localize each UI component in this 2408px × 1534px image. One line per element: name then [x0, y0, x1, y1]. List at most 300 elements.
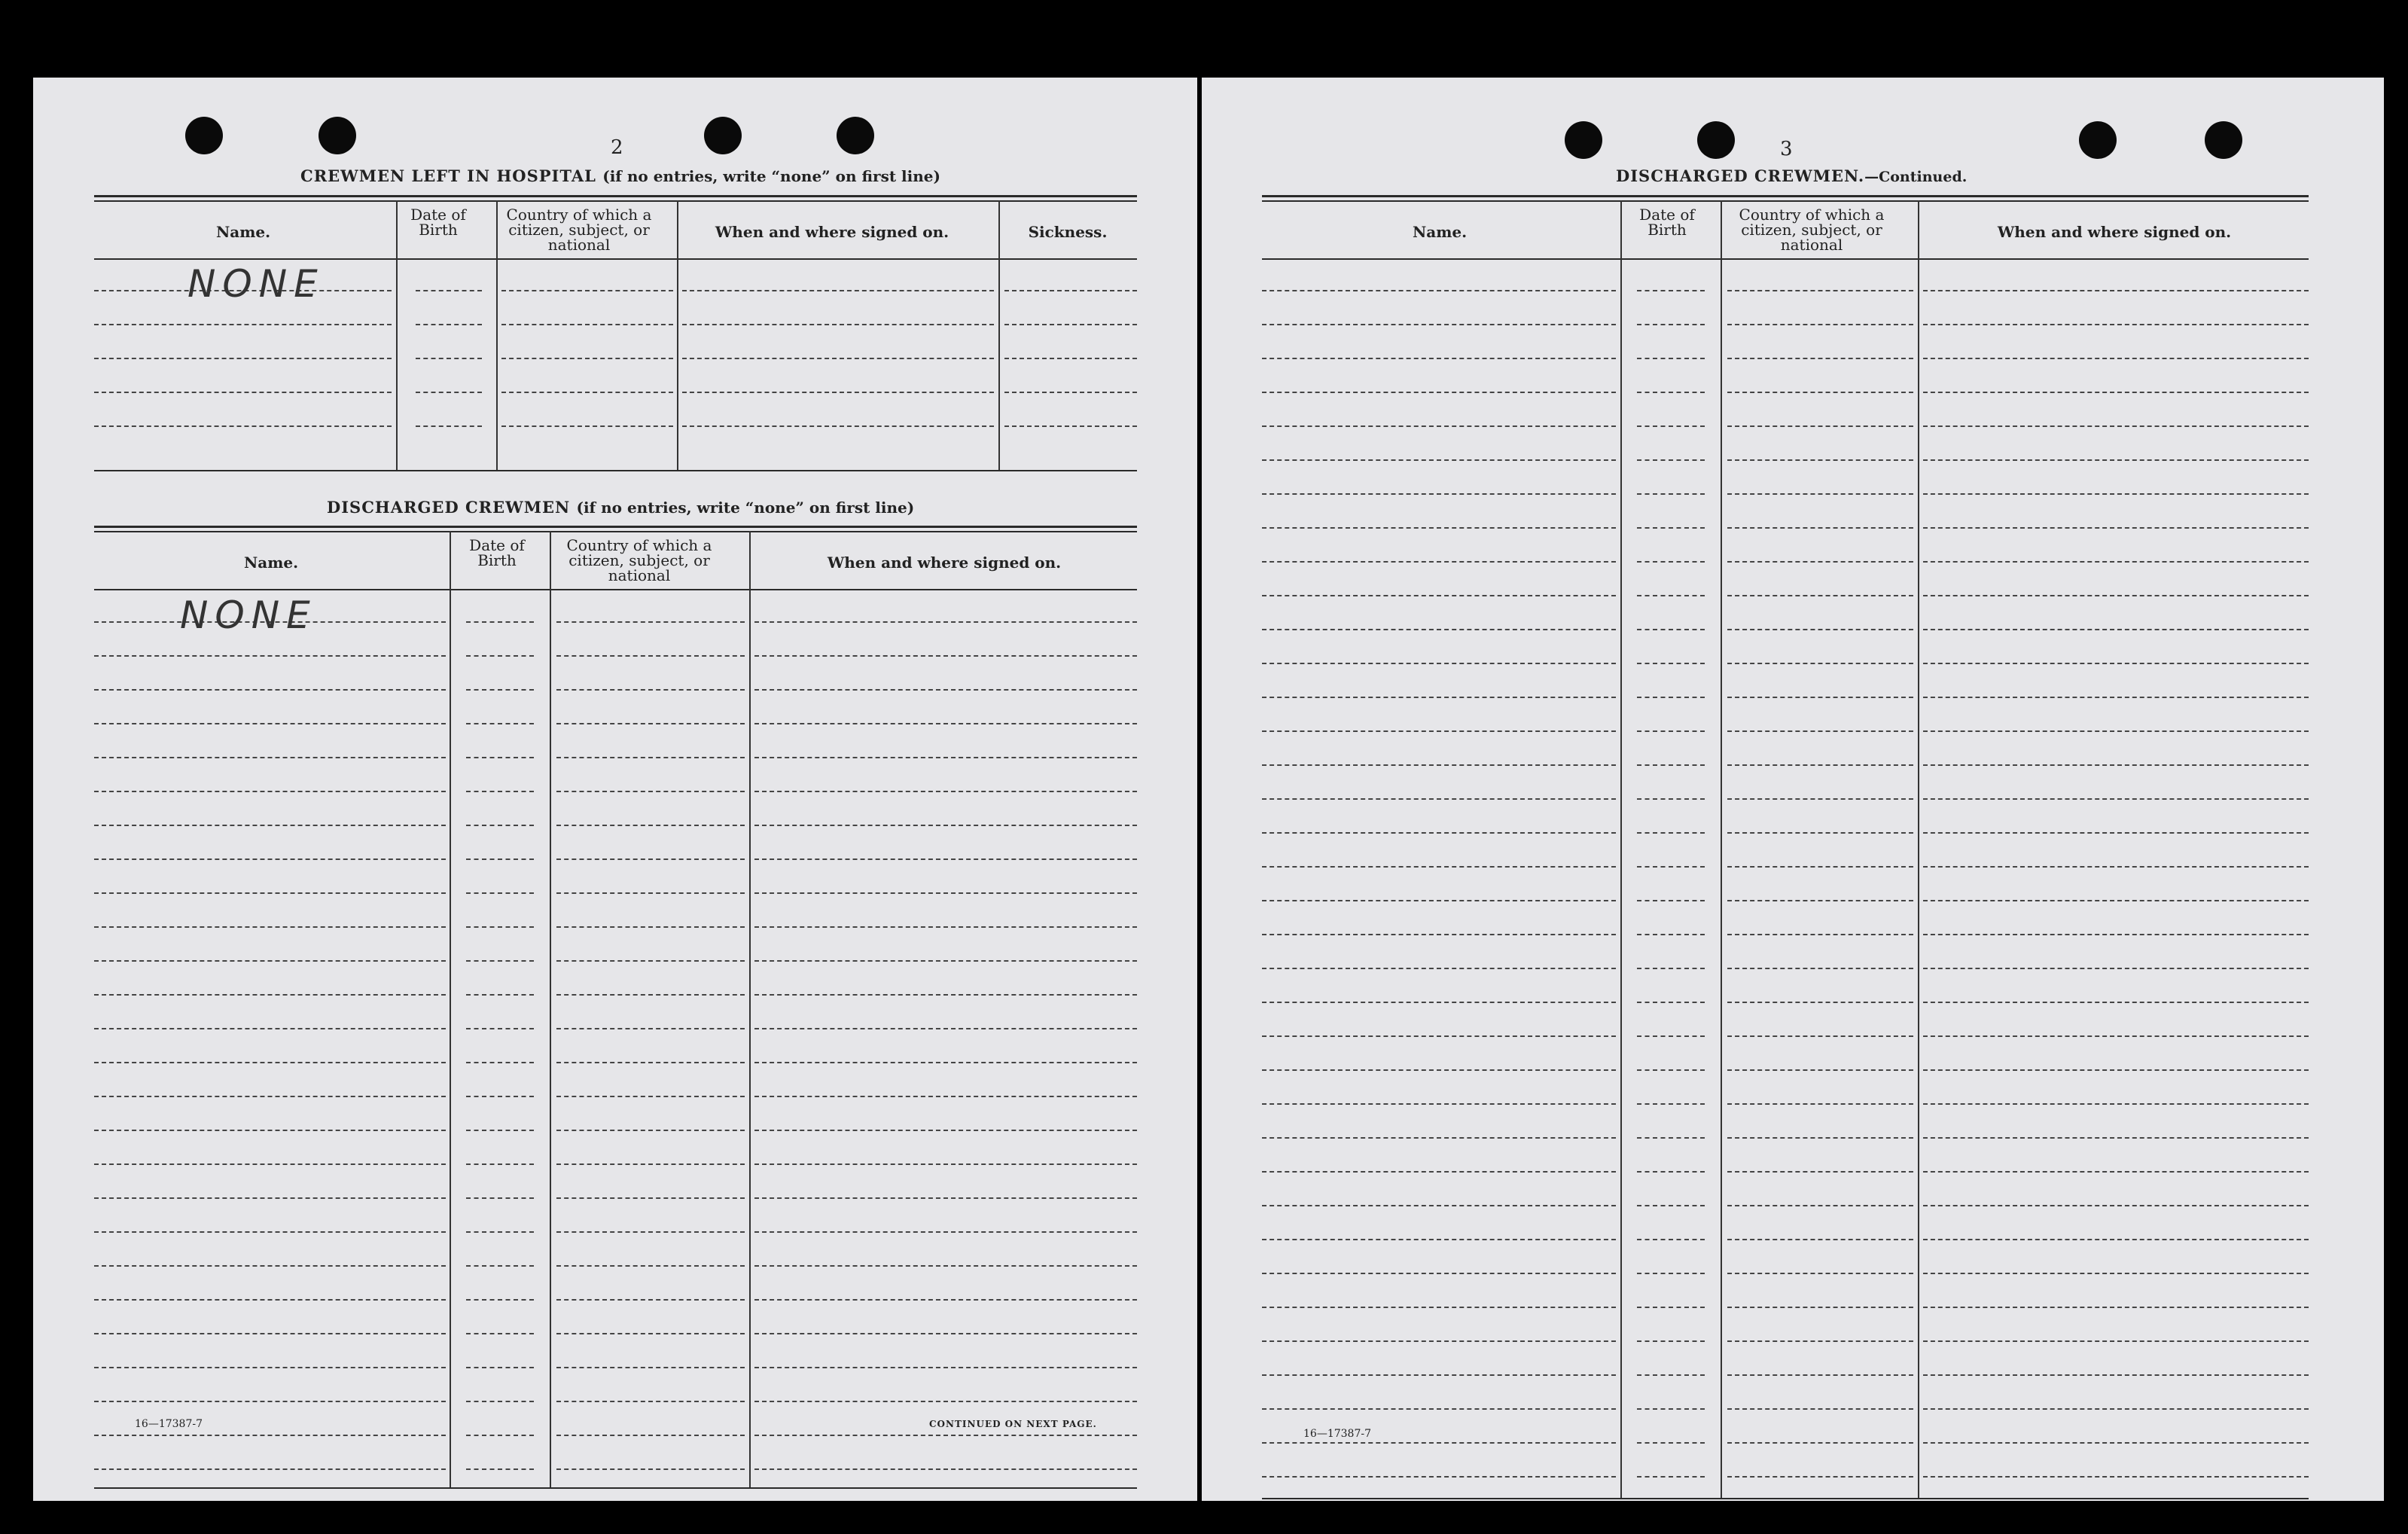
entry-line [466, 1367, 534, 1368]
entry-line [754, 723, 1137, 724]
column-divider [677, 200, 678, 471]
entry-line [1923, 1205, 2309, 1206]
entry-line [1727, 1205, 1913, 1206]
entry-line [754, 994, 1137, 996]
entry-line [1637, 425, 1705, 427]
entry-line [754, 1197, 1137, 1199]
entry-line [94, 1231, 446, 1233]
entry-line [1923, 1408, 2309, 1410]
entry-line [466, 1197, 534, 1199]
entry-line [556, 1096, 745, 1097]
entry-line [1727, 1035, 1913, 1037]
entry-line [1727, 1374, 1913, 1376]
entry-line [1262, 595, 1616, 596]
entry-line [1262, 798, 1616, 800]
entry-line [1923, 629, 2309, 630]
entry-line [682, 290, 994, 291]
entry-line [1262, 561, 1616, 563]
entry-line [1637, 1239, 1705, 1240]
entry-line [556, 791, 745, 792]
entry-line [754, 621, 1137, 623]
entry-line [1637, 663, 1705, 664]
entry-line [1727, 561, 1913, 563]
column-header-country: Country of which a citizen, subject, or national [1739, 206, 1885, 254]
entry-line [1262, 1103, 1616, 1105]
entry-line [1923, 934, 2309, 935]
entry-line [466, 892, 534, 894]
entry-line [1262, 730, 1616, 732]
entry-line [466, 1163, 534, 1165]
entry-line [1727, 290, 1913, 291]
entry-line [1262, 1442, 1616, 1444]
entry-line [1923, 798, 2309, 800]
handwritten-none-entry: NONE [187, 262, 325, 306]
entry-line [94, 425, 392, 427]
entry-line [1923, 493, 2309, 495]
entry-line [1262, 968, 1616, 969]
punch-hole [319, 117, 356, 154]
entry-line [94, 1333, 446, 1334]
entry-line [556, 621, 745, 623]
entry-line [94, 1401, 446, 1402]
entry-line [94, 791, 446, 792]
entry-line [416, 425, 482, 427]
entry-line [1262, 425, 1616, 427]
entry-line [466, 825, 534, 826]
entry-line [754, 1130, 1137, 1131]
entry-line [1727, 798, 1913, 800]
column-header-date-of-birth: Date of Birth [469, 536, 525, 569]
entry-line [1727, 1171, 1913, 1173]
page-number: 3 [1780, 138, 1793, 160]
entry-line [94, 1468, 446, 1470]
entry-line [1727, 1442, 1913, 1444]
entry-line [466, 757, 534, 758]
entry-line [1637, 764, 1705, 766]
column-header-signed-on: When and where signed on. [827, 554, 1062, 572]
top-double-rule [94, 531, 1137, 532]
entry-line [1923, 866, 2309, 868]
entry-line [556, 1367, 745, 1368]
hospital-section-title [300, 166, 940, 185]
entry-line [754, 757, 1137, 758]
entry-line [682, 324, 994, 325]
entry-line [1637, 324, 1705, 325]
entry-line [94, 1367, 446, 1368]
entry-line [466, 1096, 534, 1097]
entry-line [556, 892, 745, 894]
entry-line [1923, 1442, 2309, 1444]
entry-line [556, 1130, 745, 1131]
column-header-signed-on: When and where signed on. [715, 223, 949, 241]
column-header-country: Country of which a citizen, subject, or national [566, 536, 712, 584]
entry-line [1637, 798, 1705, 800]
column-header-name: Name. [1412, 223, 1468, 241]
entry-line [754, 960, 1137, 962]
entry-line [1923, 1035, 2309, 1037]
entry-line [501, 324, 673, 325]
entry-line [1637, 493, 1705, 495]
entry-line [1262, 866, 1616, 868]
column-divider [1721, 200, 1722, 1499]
entry-line [556, 994, 745, 996]
entry-line [754, 1096, 1137, 1097]
entry-line [1727, 629, 1913, 630]
top-double-rule [1262, 200, 2309, 202]
entry-line [466, 791, 534, 792]
entry-line [94, 757, 446, 758]
entry-line [1637, 1002, 1705, 1003]
discharged-continued-title [1616, 166, 1967, 185]
entry-line [754, 1163, 1137, 1165]
entry-line [94, 1299, 446, 1301]
entry-line [1923, 1137, 2309, 1139]
punch-hole [1697, 121, 1735, 159]
entry-line [556, 1435, 745, 1436]
entry-line [1637, 697, 1705, 698]
entry-line [1637, 730, 1705, 732]
column-header-name: Name. [243, 554, 299, 572]
entry-line [1262, 1374, 1616, 1376]
entry-line [556, 757, 745, 758]
entry-line [1727, 968, 1913, 969]
entry-line [1727, 730, 1913, 732]
entry-line [754, 1028, 1137, 1029]
punch-hole [2079, 121, 2117, 159]
entry-line [754, 926, 1137, 928]
entry-line [1637, 1171, 1705, 1173]
entry-line [1262, 459, 1616, 461]
entry-line [556, 1231, 745, 1233]
entry-line [1727, 1307, 1913, 1308]
section-bottom-rule [1262, 1498, 2309, 1499]
entry-line [1637, 1374, 1705, 1376]
entry-line [501, 425, 673, 427]
entry-line [501, 358, 673, 359]
punch-hole [185, 117, 223, 154]
column-header-sickness: Sickness. [1028, 223, 1108, 241]
entry-line [94, 324, 392, 325]
form-number: 16—17387-7 [135, 1418, 203, 1430]
entry-line [1727, 392, 1913, 393]
continued-note: CONTINUED ON NEXT PAGE. [929, 1419, 1097, 1429]
entry-line [466, 1231, 534, 1233]
entry-line [1923, 290, 2309, 291]
entry-line [556, 1401, 745, 1402]
entry-line [1727, 527, 1913, 529]
entry-line [416, 358, 482, 359]
column-divider [749, 531, 751, 1487]
header-rule [94, 589, 1137, 590]
entry-line [466, 960, 534, 962]
entry-line [1923, 764, 2309, 766]
entry-line [1637, 1408, 1705, 1410]
entry-line [556, 1299, 745, 1301]
entry-line [94, 1265, 446, 1267]
entry-line [1923, 1374, 2309, 1376]
entry-line [1637, 561, 1705, 563]
discharged-section-title [327, 498, 914, 517]
top-double-rule [94, 195, 1137, 197]
column-divider [1620, 200, 1622, 1499]
punch-hole [837, 117, 874, 154]
entry-line [94, 392, 392, 393]
entry-line [1727, 459, 1913, 461]
entry-line [466, 1028, 534, 1029]
entry-line [1637, 1476, 1705, 1478]
entry-line [1923, 1002, 2309, 1003]
entry-line [754, 1062, 1137, 1063]
entry-line [1262, 527, 1616, 529]
entry-line [754, 655, 1137, 657]
entry-line [1727, 934, 1913, 935]
entry-line [1004, 290, 1137, 291]
section-bottom-rule [94, 1487, 1137, 1489]
entry-line [466, 689, 534, 691]
entry-line [1923, 968, 2309, 969]
entry-line [1727, 832, 1913, 834]
entry-line [754, 1333, 1137, 1334]
entry-line [754, 1401, 1137, 1402]
entry-line [1727, 324, 1913, 325]
form-number: 16—17387-7 [1303, 1428, 1371, 1440]
entry-line [1727, 764, 1913, 766]
entry-line [1637, 1205, 1705, 1206]
entry-line [466, 1401, 534, 1402]
entry-line [1637, 527, 1705, 529]
entry-line [1262, 493, 1616, 495]
entry-line [94, 1197, 446, 1199]
column-header-country: Country of which a citizen, subject, or national [506, 206, 652, 254]
entry-line [1262, 1273, 1616, 1274]
discharged-title-main: DISCHARGED CREWMEN [327, 498, 571, 517]
entry-line [1727, 697, 1913, 698]
entry-line [1262, 290, 1616, 291]
entry-line [556, 1028, 745, 1029]
entry-line [466, 723, 534, 724]
entry-line [466, 858, 534, 860]
entry-line [1727, 1408, 1913, 1410]
entry-line [682, 358, 994, 359]
entry-line [1262, 934, 1616, 935]
entry-line [1637, 1069, 1705, 1071]
entry-line [1637, 900, 1705, 901]
entry-line [1262, 1002, 1616, 1003]
entry-line [416, 392, 482, 393]
entry-line [1923, 527, 2309, 529]
entry-line [754, 1299, 1137, 1301]
entry-line [94, 689, 446, 691]
entry-line [466, 1130, 534, 1131]
column-divider [450, 531, 451, 1487]
entry-line [94, 358, 392, 359]
entry-line [94, 1096, 446, 1097]
entry-line [1637, 595, 1705, 596]
entry-line [1262, 1137, 1616, 1139]
top-double-rule [1262, 195, 2309, 197]
entry-line [1262, 832, 1616, 834]
entry-line [1004, 392, 1137, 393]
entry-line [1923, 392, 2309, 393]
entry-line [1727, 866, 1913, 868]
entry-line [1923, 595, 2309, 596]
continued-label: —Continued. [1864, 169, 1968, 185]
entry-line [1923, 900, 2309, 901]
entry-line [1637, 832, 1705, 834]
entry-line [1262, 629, 1616, 630]
header-rule [94, 258, 1137, 260]
entry-line [754, 1435, 1137, 1436]
entry-line [754, 1468, 1137, 1470]
entry-line [1004, 324, 1137, 325]
entry-line [466, 1265, 534, 1267]
entry-line [1637, 934, 1705, 935]
entry-line [94, 892, 446, 894]
entry-line [1923, 1273, 2309, 1274]
entry-line [1262, 324, 1616, 325]
entry-line [556, 1333, 745, 1334]
entry-line [1637, 968, 1705, 969]
entry-line [1923, 1103, 2309, 1105]
entry-line [501, 290, 673, 291]
entry-line [1262, 764, 1616, 766]
entry-line [416, 290, 482, 291]
entry-line [556, 960, 745, 962]
entry-line [466, 1333, 534, 1334]
entry-line [556, 689, 745, 691]
entry-line [1637, 1307, 1705, 1308]
entry-line [1637, 1340, 1705, 1342]
section-bottom-rule [94, 470, 1137, 471]
entry-line [1262, 1476, 1616, 1478]
entry-line [94, 1062, 446, 1063]
entry-line [754, 791, 1137, 792]
entry-line [1004, 425, 1137, 427]
discharged-title-note: (if no entries, write “none” on first line) [576, 499, 915, 517]
entry-line [556, 825, 745, 826]
entry-line [754, 825, 1137, 826]
entry-line [466, 1435, 534, 1436]
entry-line [1727, 1239, 1913, 1240]
entry-line [1923, 1307, 2309, 1308]
entry-line [1262, 1239, 1616, 1240]
entry-line [682, 425, 994, 427]
entry-line [94, 858, 446, 860]
handwritten-none-entry: NONE [180, 593, 317, 637]
entry-line [556, 1062, 745, 1063]
entry-line [1262, 900, 1616, 901]
entry-line [1923, 561, 2309, 563]
entry-line [1637, 459, 1705, 461]
punch-hole [2205, 121, 2242, 159]
page-number: 2 [611, 136, 623, 159]
column-divider [496, 200, 498, 471]
entry-line [556, 723, 745, 724]
entry-line [466, 621, 534, 623]
hospital-title-note: (if no entries, write “none” on first line) [602, 167, 940, 185]
entry-line [1923, 425, 2309, 427]
entry-line [1727, 1002, 1913, 1003]
entry-line [1923, 1171, 2309, 1173]
entry-line [1637, 1442, 1705, 1444]
entry-line [1727, 1069, 1913, 1071]
entry-line [466, 1299, 534, 1301]
column-divider [550, 531, 551, 1487]
entry-line [94, 1435, 446, 1436]
entry-line [1637, 866, 1705, 868]
entry-line [754, 858, 1137, 860]
column-divider [1918, 200, 1919, 1499]
column-header-date-of-birth: Date of Birth [410, 206, 466, 239]
entry-line [556, 655, 745, 657]
entry-line [1727, 1137, 1913, 1139]
entry-line [1727, 1340, 1913, 1342]
column-header-signed-on: When and where signed on. [1997, 223, 2232, 241]
entry-line [1262, 1171, 1616, 1173]
left-form-page [33, 78, 1197, 1501]
discharged-continued-title-main: DISCHARGED CREWMEN. [1616, 166, 1865, 185]
entry-line [754, 1265, 1137, 1267]
entry-line [1923, 663, 2309, 664]
entry-line [1637, 290, 1705, 291]
entry-line [1727, 900, 1913, 901]
entry-line [94, 723, 446, 724]
entry-line [94, 926, 446, 928]
entry-line [1262, 1340, 1616, 1342]
entry-line [466, 1468, 534, 1470]
entry-line [466, 926, 534, 928]
entry-line [466, 994, 534, 996]
entry-line [1637, 1103, 1705, 1105]
entry-line [1727, 1476, 1913, 1478]
entry-line [1262, 392, 1616, 393]
entry-line [754, 1367, 1137, 1368]
entry-line [1637, 629, 1705, 630]
punch-hole [704, 117, 742, 154]
entry-line [754, 1231, 1137, 1233]
entry-line [94, 994, 446, 996]
entry-line [1727, 358, 1913, 359]
entry-line [1727, 425, 1913, 427]
entry-line [1923, 730, 2309, 732]
entry-line [1923, 1239, 2309, 1240]
entry-line [1923, 358, 2309, 359]
entry-line [94, 1130, 446, 1131]
entry-line [1637, 1035, 1705, 1037]
entry-line [1004, 358, 1137, 359]
entry-line [1727, 663, 1913, 664]
column-divider [396, 200, 398, 471]
column-header-name: Name. [215, 223, 271, 241]
entry-line [556, 1163, 745, 1165]
entry-line [1923, 1069, 2309, 1071]
right-form-page [1202, 78, 2384, 1501]
entry-line [682, 392, 994, 393]
entry-line [1727, 1273, 1913, 1274]
entry-line [94, 1028, 446, 1029]
entry-line [1262, 1408, 1616, 1410]
entry-line [1262, 1307, 1616, 1308]
entry-line [556, 1197, 745, 1199]
entry-line [1923, 1340, 2309, 1342]
entry-line [1637, 392, 1705, 393]
hospital-title-main: CREWMEN LEFT IN HOSPITAL [300, 166, 596, 185]
entry-line [94, 1163, 446, 1165]
top-double-rule [94, 526, 1137, 528]
entry-line [754, 689, 1137, 691]
entry-line [94, 960, 446, 962]
entry-line [1637, 358, 1705, 359]
